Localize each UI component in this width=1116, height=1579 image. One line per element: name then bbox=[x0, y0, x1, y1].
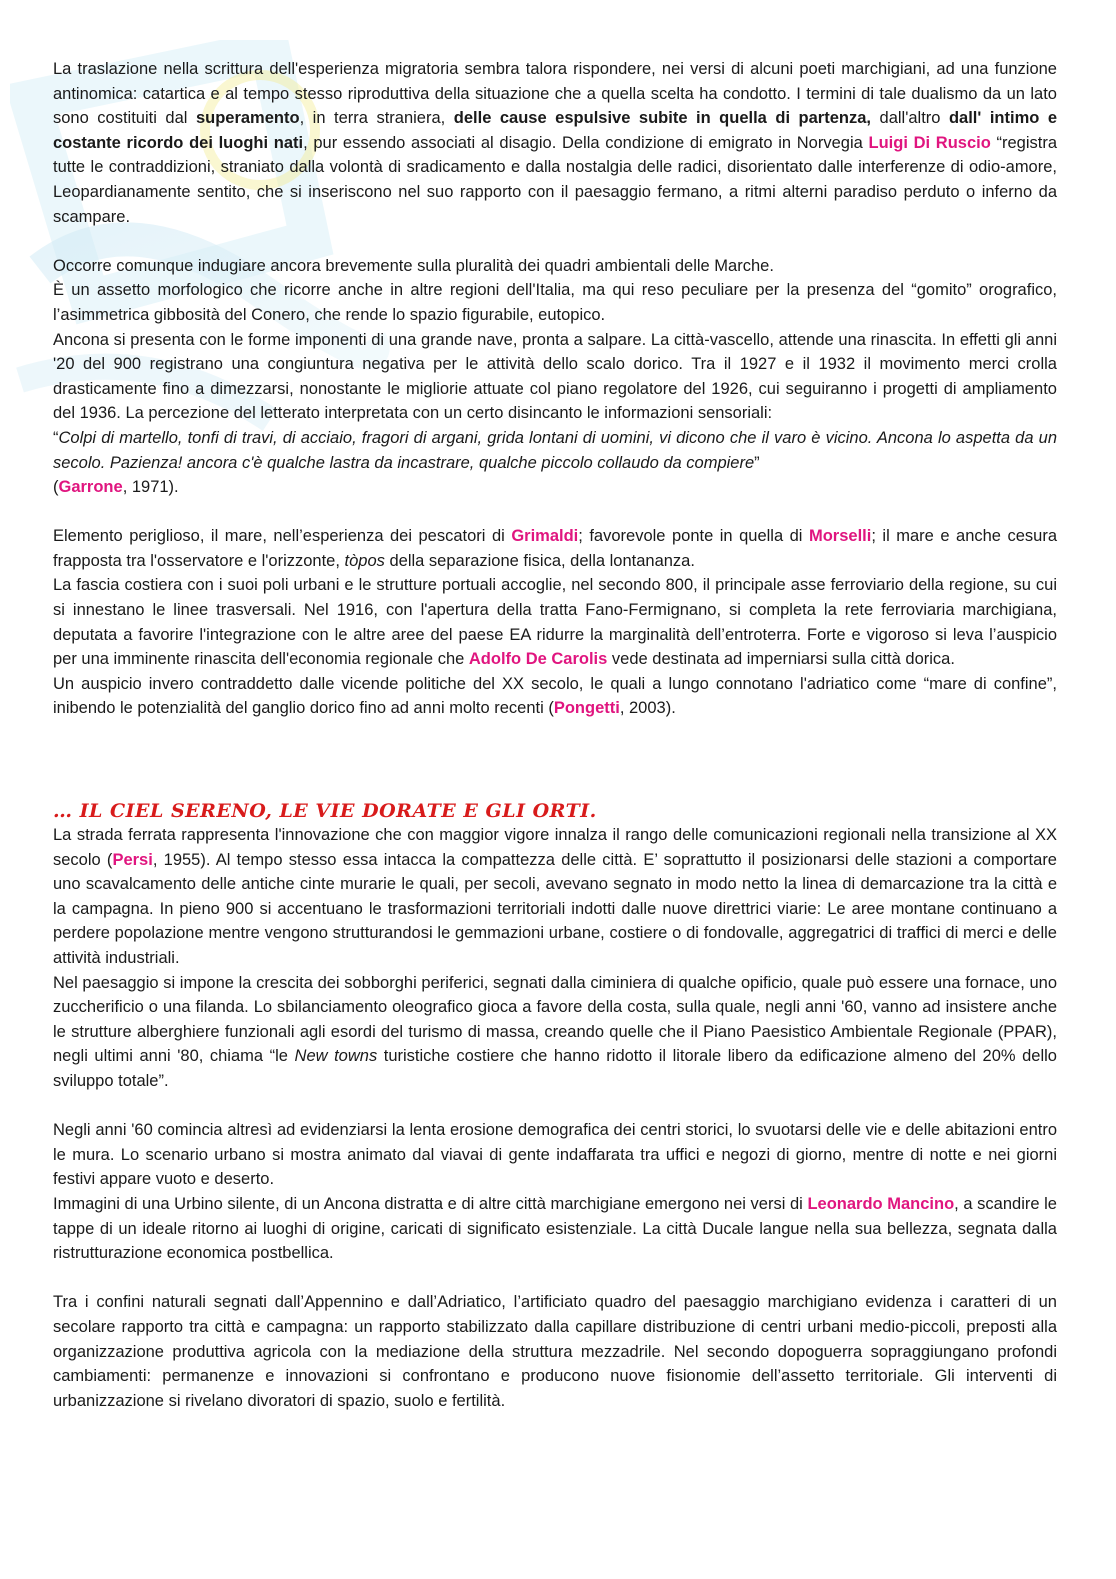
author-name: Morselli bbox=[808, 527, 872, 546]
text: Nel paesaggio si impone la crescita dei sobborghi periferici, segnati dalla ciminiera di qualche opificio, quale può essere una fornace, uno zuccherificio o una filanda. Lo sbilanciamento oleografico gioca a favore della costa, sulla quale, negli anni '60, vanno ad insistere anche le strutture alberghiere funzionali agli esordi del turismo di massa, creando quelle che il Piano Paesistico Ambientale Regionale (PPAR), negli ultimi anni '80, chiama “le bbox=[53, 973, 1057, 1066]
paragraph-3: È un assetto morfologico che ricorre anche in altre regioni dell'Italia, ma qui reso peculiare per la presenza del “gomito” orografico, l’asimmetrica gibbosità del Conero, che rende lo spazio figurabile, eutopico. bbox=[53, 281, 1057, 324]
author-name: Leonardo Mancino bbox=[807, 1194, 955, 1213]
quote-mark: ” bbox=[754, 453, 760, 472]
italic-text: tòpos bbox=[344, 551, 385, 570]
text: , 1971). bbox=[122, 478, 179, 497]
author-name: Pongetti bbox=[553, 699, 620, 718]
paragraph-1 bbox=[53, 57, 1057, 229]
text: dall'altro bbox=[871, 109, 949, 128]
paragraph-7 bbox=[53, 573, 1057, 671]
text: , 2003). bbox=[619, 699, 676, 718]
document-page bbox=[53, 57, 1057, 1413]
author-name: Persi bbox=[112, 850, 153, 869]
bold-text: delle cause espulsive subite in quella di partenza, bbox=[453, 109, 871, 128]
text: ; favorevole ponte in quella di bbox=[578, 527, 809, 546]
italic-text: New towns bbox=[294, 1047, 378, 1066]
text: , a scandire le tappe di un ideale ritorno ai luoghi di origine, caricati di significato esistenziale. La città Ducale langue nella sua bellezza, segnata dalla ristrutturazione economica postbellica. bbox=[53, 1194, 1057, 1263]
quote-mark: “ bbox=[53, 428, 59, 447]
quote-paragraph bbox=[53, 426, 1057, 500]
paragraph-11: Negli anni '60 comincia altresì ad evidenziarsi la lenta erosione demografica dei centri storici, lo svuotarsi delle vie e delle abitazioni entro le mura. Lo scenario urbano si mostra animato dal viavai di gente indaffarata tra uffici e negozi di giorno, mentre di notte e nei giorni festivi appare vuoto e deserto. bbox=[53, 1121, 1057, 1189]
section-title: … IL CIEL SERENO, LE VIE DORATE E GLI ORTI. bbox=[53, 800, 597, 823]
text: Elemento periglioso, il mare, nell’esperienza dei pescatori di bbox=[53, 527, 512, 546]
quote-text: Colpi di martello, tonfi di travi, di acciaio, fragori di argani, grida lontani di uomini, vi dicono che il varo è vicino. Ancona lo aspetta da un secolo. Pazienza! ancora c'è qualche lastra da incastrare, qualche piccolo collaudo da compiere bbox=[53, 428, 1057, 472]
text: , pur essendo associati al disagio. Della condizione di emigrato in Norvegia bbox=[303, 133, 869, 152]
text: della separazione fisica, della lontananza. bbox=[384, 551, 695, 570]
bold-text: dall' intimo e costante ricordo dei luoghi nati bbox=[53, 109, 1058, 152]
paragraph-13: Tra i confini naturali segnati dall’Appennino e dall’Adriatico, l’artificiato quadro del paesaggio marchigiano evidenza i caratteri di un secolare rapporto tra città e campagna: un rapporto stabilizzato dalla capillare distribuzione di centri urbani medio-piccoli, preposti alla organizzazione produttiva agricola con la mediazione della struttura mezzadrile. Nel secondo dopoguerra sopraggiungano profondi cambiamenti: permanenze e innovazioni si confrontano e producono nuove fisionomie dell’assetto territoriale. Gli interventi di urbanizzazione si rivelano divoratori di spazio, suolo e fertilità. bbox=[53, 1293, 1057, 1410]
text: Immagini di una Urbino silente, di un Ancona distratta e di altre città marchigiane emergono nei versi di bbox=[53, 1194, 808, 1213]
text: Un auspicio invero contraddetto dalle vicende politiche del XX secolo, le quali a lungo connotano l'adriatico come “mare di confine”, inibendo le potenzialità del ganglio dorico fino ad anni molto recenti ( bbox=[53, 674, 1057, 718]
bold-text: superamento bbox=[195, 109, 300, 128]
text: “registra tutte le contraddizioni, straniato dalla volontà di sradicamento e dalla nostalgia delle radici, disorientato dalle interferenze di odio-amore, Leopardianamente sentito, che si inseriscono nel suo rapporto con il paesaggio fermano, a ritmi alterni paradiso perduto o inferno da scampare. bbox=[53, 133, 1057, 226]
text: La traslazione nella scrittura dell'esperienza migratoria sembra talora rispondere, nei versi di alcuni poeti marchigiani, ad una funzione antinomica: catartica e al tempo stesso riproduttiva della situazione che a quella scelta ha condotto. I termini di tale dualismo da un lato sono costituiti dal bbox=[53, 60, 1057, 128]
text: , 1955). Al tempo stesso essa intacca la compattezza delle città. E’ soprattutto il posizionarsi delle stazioni a comportare uno scavalcamento delle antiche cinte murarie le quali, per secoli, avevano segnato in modo netto la linea di demarcazione tra la città e la campagna. In pieno 900 si accentuano le trasformazioni territoriali indotti dalle nuove direttrici viarie: Le aree montane continuano a perdere popolazione mentre vengono strutturandosi le gemmazioni urbane, costiere o di fondovalle, aggregatrici di traffici di merci e delle attività industriali. bbox=[53, 850, 1057, 967]
text: turistiche costiere che hanno ridotto il litorale libero da edificazione almeno del 20% dello sviluppo totale”. bbox=[53, 1047, 1057, 1090]
text: vede destinata ad imperniarsi sulla città dorica. bbox=[607, 650, 955, 669]
paragraph-8 bbox=[53, 672, 1057, 721]
paragraph-4: Ancona si presenta con le forme imponenti di una grande nave, pronta a salpare. La città-vascello, attende una rinascita. In effetti gli anni '20 del 900 registrano una congiuntura negativa per le attività dello scalo dorico. Tra il 1927 e il 1932 il movimento merci crolla drasticamente fino a dimezzarsi, nonostante le migliorie attuate col piano regolatore del 1926, cui seguiranno i progetti di ampliamento del 1936. La percezione del letterato interpretata con un certo disincanto le informazioni sensoriali: bbox=[53, 330, 1057, 423]
author-name: Garrone bbox=[58, 478, 123, 497]
paragraph-2: Occorre comunque indugiare ancora brevemente sulla pluralità dei quadri ambientali delle Marche. bbox=[53, 256, 774, 275]
paragraph-10 bbox=[53, 971, 1057, 1094]
paragraph-12 bbox=[53, 1192, 1057, 1266]
text: La fascia costiera con i suoi poli urbani e le strutture portuali accoglie, nel secondo 800, il principale asse ferroviario della regione, su cui si innestano le linee trasversali. Nel 1916, con l'apertura della tratta Fano-Fermignano, si completa la rete ferroviaria marchigiana, deputata a favorire l'integrazione con le altre aree del paese EA ridurre la marginalità dell’entroterra. Forte e vigoroso si leva l’auspicio per una imminente rinascita dell'economia regionale che bbox=[53, 576, 1057, 669]
text: ( bbox=[53, 478, 59, 497]
author-name: Luigi Di Ruscio bbox=[868, 133, 991, 152]
paragraph-6 bbox=[53, 524, 1057, 573]
text: La strada ferrata rappresenta l'innovazione che con maggior vigore innalza il rango delle comunicazioni regionali nella transizione al XX secolo ( bbox=[53, 826, 1057, 869]
paragraph-9 bbox=[53, 823, 1057, 971]
author-name: Grimaldi bbox=[511, 527, 579, 546]
text: ; il mare e anche cesura frapposta tra l'osservatore e l'orizzonte, bbox=[53, 527, 1058, 570]
author-name: Adolfo De Carolis bbox=[468, 650, 608, 669]
text: , in terra straniera, bbox=[299, 109, 454, 128]
